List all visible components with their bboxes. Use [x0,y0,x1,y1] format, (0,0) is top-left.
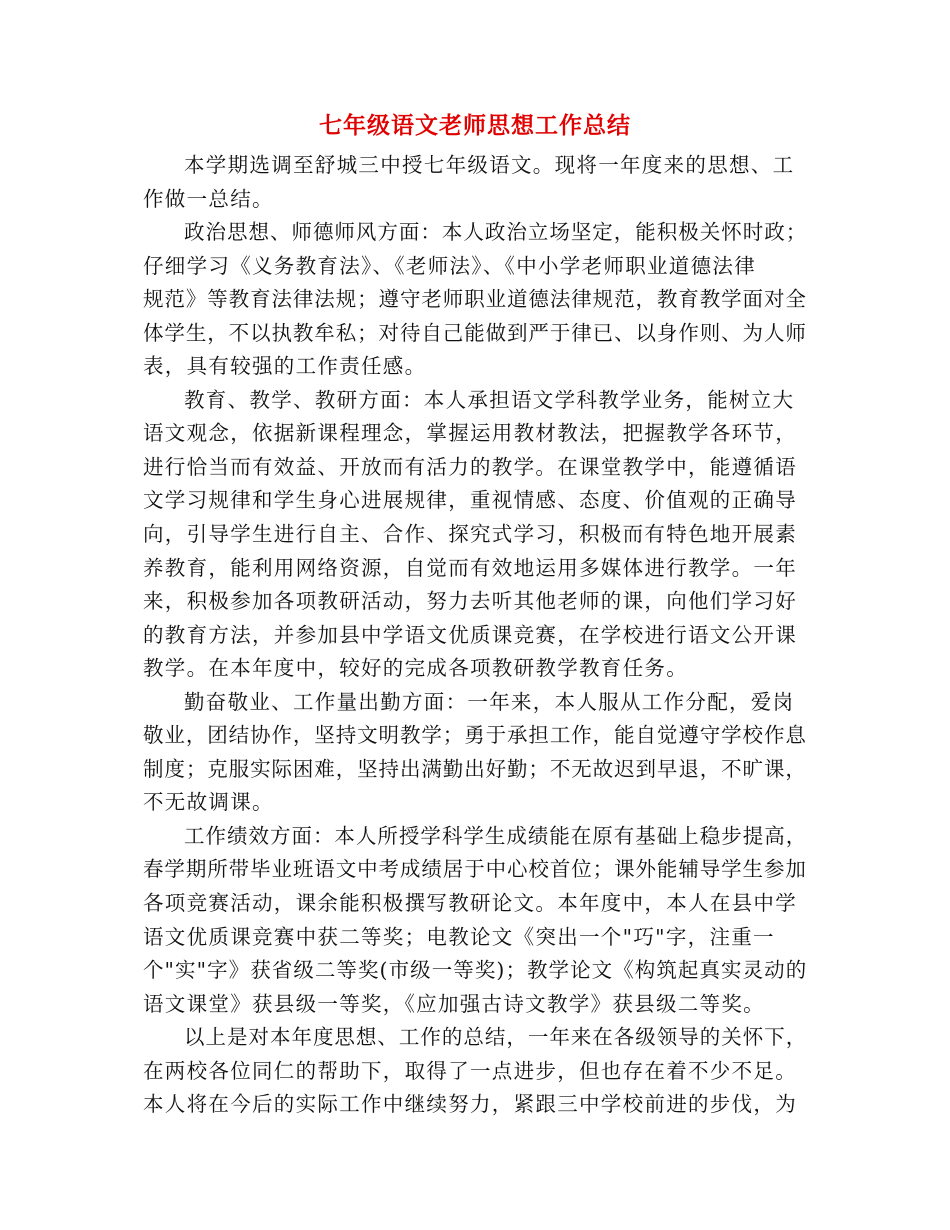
text-line: 各项竞赛活动，课余能积极撰写教研论文。本年度中，本人在县中学 [143,891,797,916]
text-line: 春学期所带毕业班语文中考成绩居于中心校首位；课外能辅导学生参加 [143,857,807,882]
text-line: 本学期选调至舒城三中授七年级语文。现将一年度来的思想、工 [184,153,795,177]
text-line: 语文观念，依据新课程理念，掌握运用教材教法，把握教学各环节， [143,421,797,446]
text-line: 语文优质课竞赛中获二等奖；电教论文《突出一个"巧"字，注重一 [143,924,775,949]
document-title: 七年级语文老师思想工作总结 [319,112,631,139]
text-line: 规范》等教育法律法规；遵守老师职业道德法律规范，教育教学面对全 [143,287,807,312]
text-line: 仔细学习《义务教育法》、《老师法》、《中小学老师职业道德法律 [143,253,756,278]
text-line: 来，积极参加各项教研活动，努力去听其他老师的课，向他们学习好 [143,589,797,614]
document-body [143,149,807,1122]
text-line: 教育、教学、教研方面：本人承担语文学科教学业务，能树立大 [184,387,795,412]
text-line: 文学习规律和学生身心进展规律，重视情感、态度、价值观的正确导 [143,488,797,513]
text-line: 养教育，能利用网络资源，自觉而有效地运用多媒体进行教学。一年 [143,555,797,580]
text-line: 以上是对本年度思想、工作的总结，一年来在各级领导的关怀下， [184,1025,808,1050]
text-line: 本人将在今后的实际工作中继续努力，紧跟三中学校前进的步伐，为 [143,1092,797,1117]
text-line: 勤奋敬业、工作量出勤方面：一年来，本人服从工作分配，爱岗 [184,689,795,714]
text-line: 制度；克服实际困难，坚持出满勤出好勤；不无故迟到早退，不旷课， [143,756,807,781]
text-line: 向，引导学生进行自主、合作、探究式学习，积极而有特色地开展素 [143,522,797,547]
text-line: 敬业，团结协作，坚持文明教学；勇于承担工作，能自觉遵守学校作息 [143,723,807,748]
text-line: 个"实"字》获省级二等奖(市级一等奖)；教学论文《构筑起真实灵动的 [143,958,808,983]
text-line: 作做一总结。 [143,186,274,211]
text-line: 体学生，不以执教牟私；对待自己能做到严于律已、以身作则、为人师 [143,320,807,345]
text-line: 工作绩效方面：本人所授学科学生成绩能在原有基础上稳步提高， [184,823,808,848]
text-line: 政治思想、师德师风方面：本人政治立场坚定，能积极关怀时政； [184,220,808,245]
text-line: 进行恰当而有效益、开放而有活力的教学。在课堂教学中，能遵循语 [143,454,797,479]
text-line: 不无故调课。 [143,790,274,815]
text-line: 教学。在本年度中，较好的完成各项教研教学教育任务。 [143,656,688,681]
text-line: 的教育方法，并参加县中学语文优质课竞赛，在学校进行语文公开课 [143,622,797,647]
text-line: 语文课堂》获县级一等奖，《应加强古诗文教学》获县级二等奖。 [143,991,765,1016]
text-line: 表，具有较强的工作责任感。 [143,354,427,379]
text-line: 在两校各位同仁的帮助下，取得了一点进步，但也存在着不少不足。 [143,1058,797,1083]
